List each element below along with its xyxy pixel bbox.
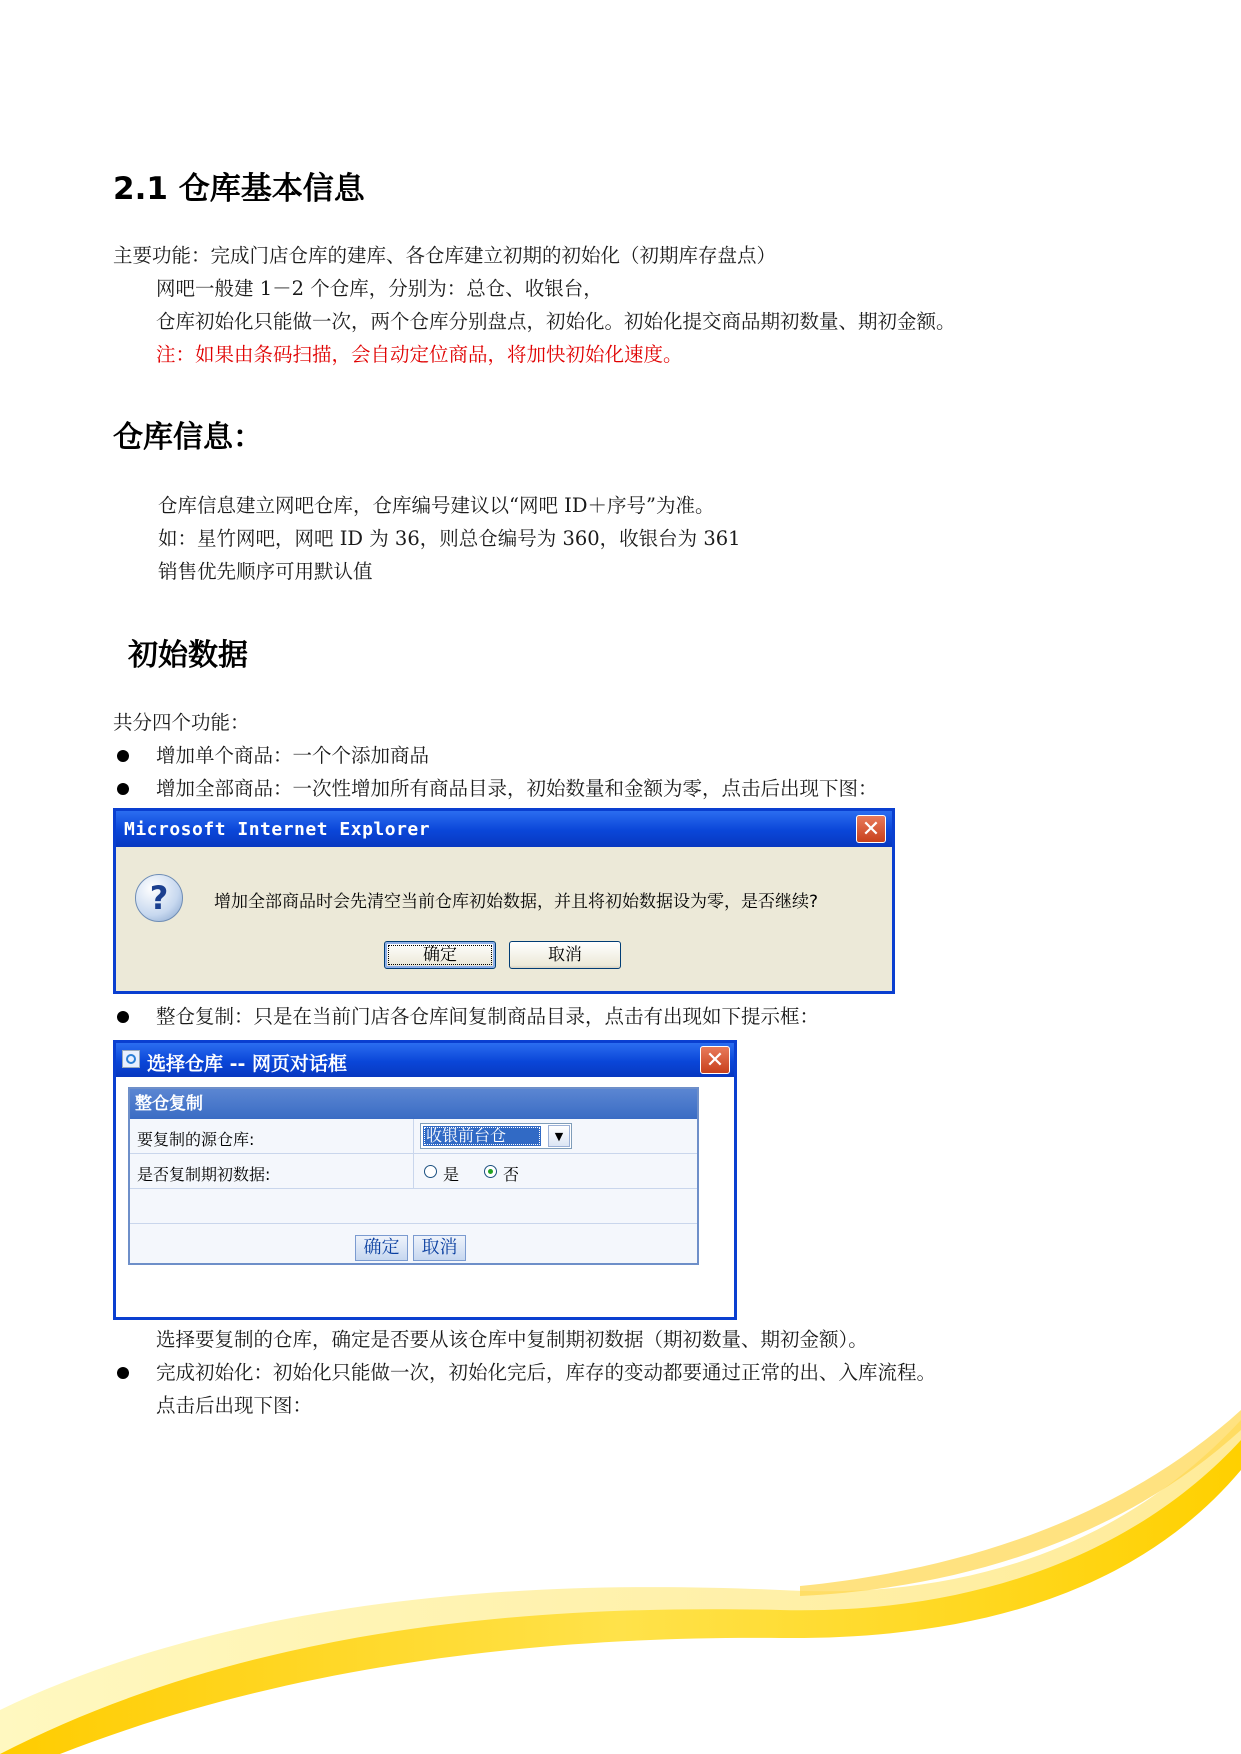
bullet-item-1: 增加单个商品：一个个添加商品 bbox=[156, 744, 430, 767]
cancel-button[interactable]: 取消 bbox=[413, 1235, 466, 1261]
selected-warehouse: 收银前台仓 bbox=[423, 1126, 541, 1146]
web-dialog-body bbox=[116, 1077, 734, 1317]
warehouse-info-line-3: 销售优先顺序可用默认值 bbox=[158, 560, 373, 583]
ie-page-icon bbox=[122, 1050, 140, 1068]
close-icon[interactable]: ✕ bbox=[856, 815, 886, 843]
panel-title: 整仓复制 bbox=[130, 1089, 697, 1119]
web-dialog-title: 选择仓库 -- 网页对话框 bbox=[147, 1053, 348, 1075]
copy-panel bbox=[128, 1087, 699, 1265]
bullet-item-4-continued: 点击后出现下图： bbox=[156, 1394, 313, 1417]
source-warehouse-select[interactable] bbox=[420, 1123, 572, 1149]
copy-initial-data-label: 是否复制期初数据: bbox=[137, 1165, 271, 1184]
after-dialog-text: 选择要复制的仓库，确定是否要从该仓库中复制期初数据（期初数量、期初金额）。 bbox=[156, 1328, 868, 1351]
intro-line-3: 仓库初始化只能做一次，两个仓库分别盘点，初始化。初始化提交商品期初数量、期初金额。 bbox=[156, 310, 956, 333]
bullet-icon bbox=[117, 750, 129, 762]
source-warehouse-label: 要复制的源仓库: bbox=[137, 1130, 255, 1149]
cancel-button[interactable]: 取消 bbox=[509, 941, 621, 969]
bullet-item-4: 完成初始化：初始化只能做一次，初始化完后，库存的变动都要通过正常的出、入库流程。 bbox=[156, 1361, 937, 1384]
ie-dialog-message: 增加全部商品时会先清空当前仓库初始数据，并且将初始数据设为零，是否继续? bbox=[214, 892, 819, 912]
ie-dialog-title: Microsoft Internet Explorer bbox=[124, 819, 431, 840]
radio-no[interactable] bbox=[484, 1165, 497, 1178]
chevron-down-icon[interactable]: ▼ bbox=[548, 1125, 570, 1147]
bullet-icon bbox=[117, 783, 129, 795]
bullet-item-2: 增加全部商品：一次性增加所有商品目录，初始数量和金额为零，点击后出现下图： bbox=[156, 777, 878, 800]
warehouse-info-line-2: 如：星竹网吧，网吧 ID 为 36，则总仓编号为 360，收银台为 361 bbox=[158, 527, 741, 550]
source-row bbox=[130, 1119, 697, 1154]
close-icon[interactable]: ✕ bbox=[700, 1046, 730, 1074]
ok-button[interactable]: 确定 bbox=[384, 941, 496, 969]
section-title-warehouse-info: 仓库信息： bbox=[113, 420, 263, 455]
bullet-icon bbox=[117, 1011, 129, 1023]
warehouse-info-line-1: 仓库信息建立网吧仓库，仓库编号建议以“网吧 ID＋序号”为准。 bbox=[158, 494, 715, 517]
intro-note: 注：如果由条码扫描，会自动定位商品，将加快初始化速度。 bbox=[156, 343, 683, 366]
page-heading: 2.1 仓库基本信息 bbox=[113, 171, 365, 207]
initial-intro: 共分四个功能： bbox=[113, 711, 250, 734]
radio-yes[interactable] bbox=[424, 1165, 437, 1178]
copy-initial-row bbox=[130, 1154, 697, 1189]
intro-line-1: 主要功能：完成门店仓库的建库、各仓库建立初期的初始化（初期库存盘点） bbox=[113, 244, 777, 267]
decorative-swoosh bbox=[0, 1400, 1241, 1754]
radio-yes-label: 是 bbox=[443, 1165, 460, 1184]
bullet-icon bbox=[117, 1367, 129, 1379]
intro-line-2: 网吧一般建 1－2 个仓库，分别为：总仓、收银台， bbox=[156, 277, 603, 300]
question-icon: ? bbox=[135, 874, 183, 922]
radio-no-label: 否 bbox=[503, 1165, 520, 1184]
ok-button[interactable]: 确定 bbox=[355, 1235, 408, 1261]
ie-dialog-titlebar bbox=[116, 811, 892, 847]
empty-row bbox=[130, 1189, 697, 1224]
bullet-item-3: 整仓复制：只是在当前门店各仓库间复制商品目录，点击有出现如下提示框： bbox=[156, 1005, 820, 1028]
ie-confirm-dialog bbox=[113, 808, 895, 994]
warehouse-select-dialog bbox=[113, 1040, 737, 1320]
web-dialog-titlebar bbox=[116, 1043, 734, 1077]
section-title-initial-data: 初始数据 bbox=[128, 638, 248, 673]
